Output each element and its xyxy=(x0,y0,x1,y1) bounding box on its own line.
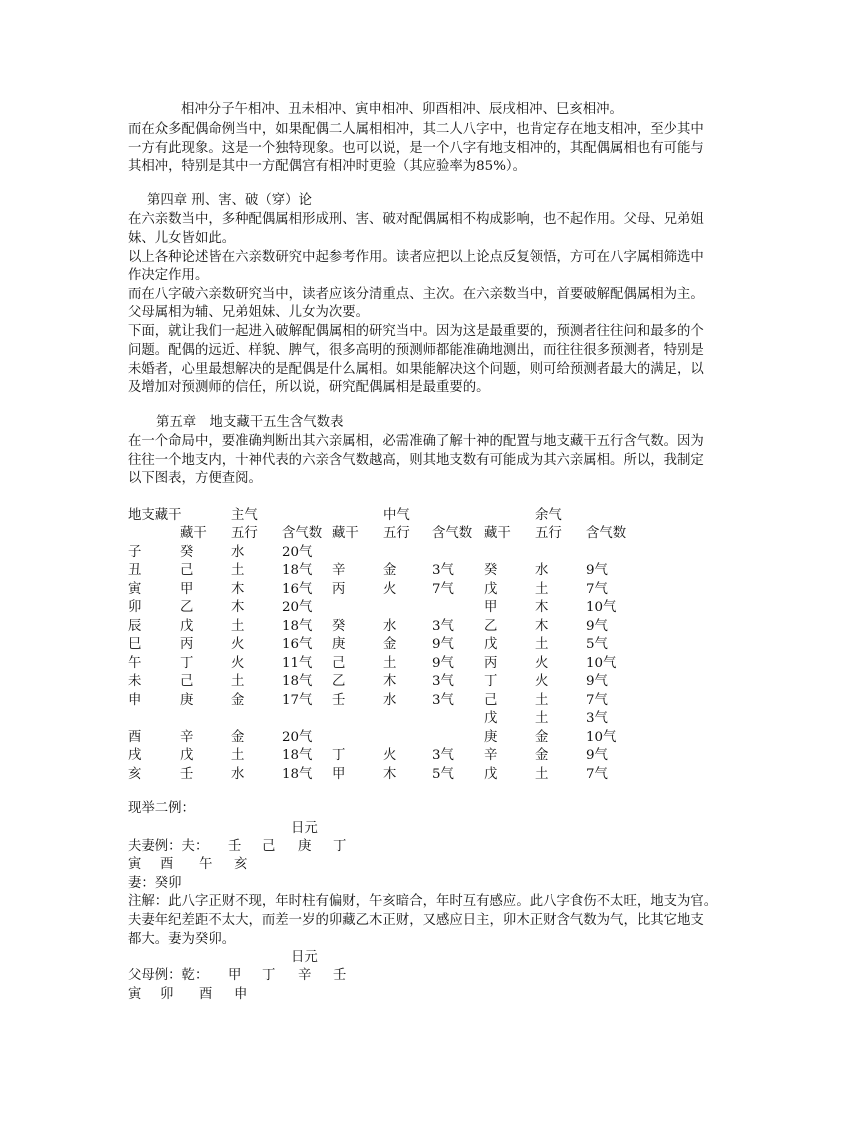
chapter-5-line: 在一个命局中，要准确判断出其六亲属相，必需准确了解十神的配置与地支藏干五行含气数。因为 xyxy=(128,434,704,449)
table-cell: 庚 xyxy=(180,693,194,708)
intro-para-line: 而在众多配偶命例当中，如果配偶二人属相相冲，其二人八字中，也肯定存在地支相冲，至少其中 xyxy=(128,122,704,137)
table-cell: 己 xyxy=(180,563,194,578)
chapter-5-title: 第五章 地支藏干五生含气数表 xyxy=(156,415,344,430)
table-cell: 3气 xyxy=(432,674,454,689)
table-cell: 火 xyxy=(231,637,245,652)
table-sub-header-cell: 含气数 xyxy=(432,526,473,541)
table-cell: 17气 xyxy=(282,693,313,708)
table-cell: 乙 xyxy=(180,600,194,615)
table-cell: 戊 xyxy=(484,767,498,782)
chapter-4-line: 妹、儿女皆如此。 xyxy=(128,231,236,246)
examples-intro: 现举二例： xyxy=(128,801,195,816)
table-cell: 戊 xyxy=(484,637,498,652)
wife-line: 妻：癸卯 xyxy=(128,876,182,891)
table-cell: 木 xyxy=(231,582,245,597)
chapter-4-line: 及增加对预测师的信任，所以说，研究配偶属相是最重要的。 xyxy=(128,380,490,395)
branch-char: 寅 xyxy=(128,857,142,872)
table-cell: 戊 xyxy=(484,711,498,726)
note-line: 注解：此八字正财不现，年时柱有偏财，午亥暗合，年时互有感应。此八字食伤不太旺，地支为官。 xyxy=(128,894,718,909)
table-cell: 20气 xyxy=(282,545,313,560)
table-cell: 7气 xyxy=(586,582,608,597)
table-cell: 午 xyxy=(128,656,142,671)
table-cell: 9气 xyxy=(586,563,608,578)
chapter-5-line: 往往一个地支内，十神代表的六亲含气数越高，则其地支数有可能成为其六亲属相。所以，我制定 xyxy=(128,453,704,468)
table-cell: 火 xyxy=(231,656,245,671)
table-cell: 壬 xyxy=(180,767,194,782)
branch-char: 亥 xyxy=(234,857,248,872)
table-cell: 土 xyxy=(535,767,549,782)
table-cell: 辛 xyxy=(180,730,194,745)
table-cell: 水 xyxy=(383,619,397,634)
table-cell: 3气 xyxy=(432,563,454,578)
table-cell: 未 xyxy=(128,674,142,689)
table-sub-header-cell: 藏干 xyxy=(332,526,359,541)
table-cell: 水 xyxy=(383,693,397,708)
parents-example-prefix: 父母例：乾： xyxy=(128,968,209,983)
chapter-4-line: 在六亲数当中，多种配偶属相形成刑、害、破对配偶属相不构成影响，也不起作用。父母、兄弟姐 xyxy=(128,212,704,227)
stem-char: 壬 xyxy=(228,839,242,854)
table-cell: 9气 xyxy=(432,656,454,671)
branch-char: 卯 xyxy=(160,987,174,1002)
chapter-5-line: 以下图表，方便查阅。 xyxy=(128,471,262,486)
table-cell: 火 xyxy=(383,748,397,763)
chapter-4-line: 下面，就让我们一起进入破解配偶属相的研究当中。因为这是最重要的，预测者往往问和最多的个 xyxy=(128,324,704,339)
table-cell: 寅 xyxy=(128,582,142,597)
stem-char: 丁 xyxy=(333,839,347,854)
table-cell: 7气 xyxy=(586,693,608,708)
table-cell: 癸 xyxy=(180,545,194,560)
table-cell: 巳 xyxy=(128,637,142,652)
table-cell: 庚 xyxy=(332,637,346,652)
table-cell: 申 xyxy=(128,693,142,708)
branch-char: 寅 xyxy=(128,987,142,1002)
chapter-4-line: 作决定作用。 xyxy=(128,268,209,283)
table-sub-header-cell: 藏干 xyxy=(180,526,207,541)
table-cell: 木 xyxy=(535,619,549,634)
clash-line: 相冲分子午相冲、丑未相冲、寅申相冲、卯酉相冲、辰戌相冲、巳亥相冲。 xyxy=(181,102,623,117)
table-cell: 己 xyxy=(332,656,346,671)
table-cell: 18气 xyxy=(282,674,313,689)
table-cell: 土 xyxy=(535,582,549,597)
table-cell: 甲 xyxy=(180,582,194,597)
day-master-label: 日元 xyxy=(291,950,318,965)
table-cell: 3气 xyxy=(432,619,454,634)
table-cell: 甲 xyxy=(332,767,346,782)
table-cell: 金 xyxy=(231,693,245,708)
table-cell: 18气 xyxy=(282,563,313,578)
table-cell: 3气 xyxy=(432,748,454,763)
branch-char: 酉 xyxy=(199,987,213,1002)
table-cell: 7气 xyxy=(586,767,608,782)
table-cell: 戊 xyxy=(180,619,194,634)
chapter-4-line: 问题。配偶的远近、样貌、脾气，很多高明的预测师都能准确地测出，而往往很多预测者，特别是 xyxy=(128,343,704,358)
table-cell: 18气 xyxy=(282,767,313,782)
stem-char: 辛 xyxy=(298,968,312,983)
table-cell: 3气 xyxy=(586,711,608,726)
table-cell: 16气 xyxy=(282,637,313,652)
table-cell: 辰 xyxy=(128,619,142,634)
table-cell: 火 xyxy=(535,674,549,689)
table-cell: 18气 xyxy=(282,619,313,634)
chapter-4-line: 而在八字破六亲数研究当中，读者应该分清重点、主次。在六亲数当中，首要破解配偶属相为主。 xyxy=(128,287,704,302)
table-cell: 金 xyxy=(231,730,245,745)
table-cell: 9气 xyxy=(586,748,608,763)
table-cell: 20气 xyxy=(282,730,313,745)
table-cell: 乙 xyxy=(484,619,498,634)
table-cell: 丁 xyxy=(484,674,498,689)
table-cell: 酉 xyxy=(128,730,142,745)
table-sub-header-cell: 五行 xyxy=(383,526,410,541)
table-cell: 土 xyxy=(535,693,549,708)
table-header-label: 地支藏干 xyxy=(128,508,182,523)
table-cell: 水 xyxy=(231,767,245,782)
table-header-main: 主气 xyxy=(231,508,258,523)
table-header-middle: 中气 xyxy=(383,508,410,523)
table-cell: 丁 xyxy=(332,748,346,763)
stem-char: 丁 xyxy=(262,968,276,983)
table-cell: 火 xyxy=(535,656,549,671)
chapter-4-line: 以上各种论述皆在六亲数研究中起参考作用。读者应把以上论点反复领悟，方可在八字属相筛选中 xyxy=(128,250,704,265)
table-cell: 丙 xyxy=(484,656,498,671)
table-cell: 子 xyxy=(128,545,142,560)
table-cell: 3气 xyxy=(432,693,454,708)
table-cell: 金 xyxy=(383,563,397,578)
note-line: 都大。妻为癸卯。 xyxy=(128,932,236,947)
table-cell: 土 xyxy=(535,637,549,652)
table-cell: 金 xyxy=(535,748,549,763)
table-cell: 金 xyxy=(535,730,549,745)
table-cell: 10气 xyxy=(586,656,617,671)
table-cell: 木 xyxy=(535,600,549,615)
branch-char: 酉 xyxy=(160,857,174,872)
chapter-4-line: 未婚者，心里最想解决的是配偶是什么属相。如果能解决这个问题，则可给预测者最大的满足，以 xyxy=(128,362,704,377)
table-cell: 己 xyxy=(180,674,194,689)
table-sub-header-cell: 含气数 xyxy=(586,526,627,541)
table-cell: 金 xyxy=(383,637,397,652)
couple-example-prefix: 夫妻例：夫： xyxy=(128,839,209,854)
intro-para-line: 其相冲，特别是其中一方配偶宫有相冲时更验（其应验率为85%）。 xyxy=(128,159,526,174)
table-sub-header-cell: 藏干 xyxy=(484,526,511,541)
table-cell: 丑 xyxy=(128,563,142,578)
table-cell: 18气 xyxy=(282,748,313,763)
intro-para-line: 一方有此现象。这是一个独特现象。也可以说，是一个八字有地支相冲的，其配偶属相也有可能与 xyxy=(128,141,704,156)
branch-char: 午 xyxy=(199,857,213,872)
branch-char: 申 xyxy=(234,987,248,1002)
table-cell: 木 xyxy=(231,600,245,615)
table-cell: 9气 xyxy=(586,619,608,634)
table-cell: 7气 xyxy=(432,582,454,597)
chapter-4-title: 第四章 刑、害、破（穿）论 xyxy=(147,193,312,208)
table-cell: 土 xyxy=(231,674,245,689)
table-cell: 庚 xyxy=(484,730,498,745)
table-cell: 土 xyxy=(231,619,245,634)
table-sub-header-cell: 含气数 xyxy=(282,526,323,541)
table-cell: 丙 xyxy=(332,582,346,597)
table-cell: 丁 xyxy=(180,656,194,671)
table-cell: 戊 xyxy=(484,582,498,597)
table-cell: 乙 xyxy=(332,674,346,689)
table-cell: 9气 xyxy=(432,637,454,652)
table-cell: 辛 xyxy=(484,748,498,763)
table-cell: 火 xyxy=(383,582,397,597)
table-header-residual: 余气 xyxy=(535,508,562,523)
table-cell: 卯 xyxy=(128,600,142,615)
table-cell: 水 xyxy=(231,545,245,560)
table-cell: 土 xyxy=(383,656,397,671)
stem-char: 庚 xyxy=(298,839,312,854)
table-cell: 己 xyxy=(484,693,498,708)
chapter-4-line: 父母属相为辅、兄弟姐妹、儿女为次要。 xyxy=(128,305,370,320)
table-cell: 5气 xyxy=(586,637,608,652)
table-cell: 9气 xyxy=(586,674,608,689)
table-cell: 10气 xyxy=(586,600,617,615)
table-sub-header-cell: 五行 xyxy=(231,526,258,541)
table-cell: 木 xyxy=(383,767,397,782)
table-cell: 20气 xyxy=(282,600,313,615)
table-sub-header-cell: 五行 xyxy=(535,526,562,541)
table-cell: 癸 xyxy=(332,619,346,634)
table-cell: 土 xyxy=(231,748,245,763)
table-cell: 戌 xyxy=(128,748,142,763)
table-cell: 土 xyxy=(535,711,549,726)
table-cell: 16气 xyxy=(282,582,313,597)
table-cell: 壬 xyxy=(332,693,346,708)
table-cell: 亥 xyxy=(128,767,142,782)
table-cell: 10气 xyxy=(586,730,617,745)
table-cell: 木 xyxy=(383,674,397,689)
stem-char: 壬 xyxy=(333,968,347,983)
stem-char: 己 xyxy=(262,839,276,854)
table-cell: 土 xyxy=(231,563,245,578)
table-cell: 癸 xyxy=(484,563,498,578)
stem-char: 甲 xyxy=(228,968,242,983)
table-cell: 丙 xyxy=(180,637,194,652)
table-cell: 甲 xyxy=(484,600,498,615)
table-cell: 11气 xyxy=(282,656,313,671)
table-cell: 戊 xyxy=(180,748,194,763)
table-cell: 5气 xyxy=(432,767,454,782)
note-line: 夫妻年纪差距不太大，而差一岁的卯藏乙木正财，又感应日主，卯木正财含气数为气，比其它地支 xyxy=(128,913,704,928)
table-cell: 辛 xyxy=(332,563,346,578)
table-cell: 水 xyxy=(535,563,549,578)
day-master-label: 日元 xyxy=(291,821,318,836)
